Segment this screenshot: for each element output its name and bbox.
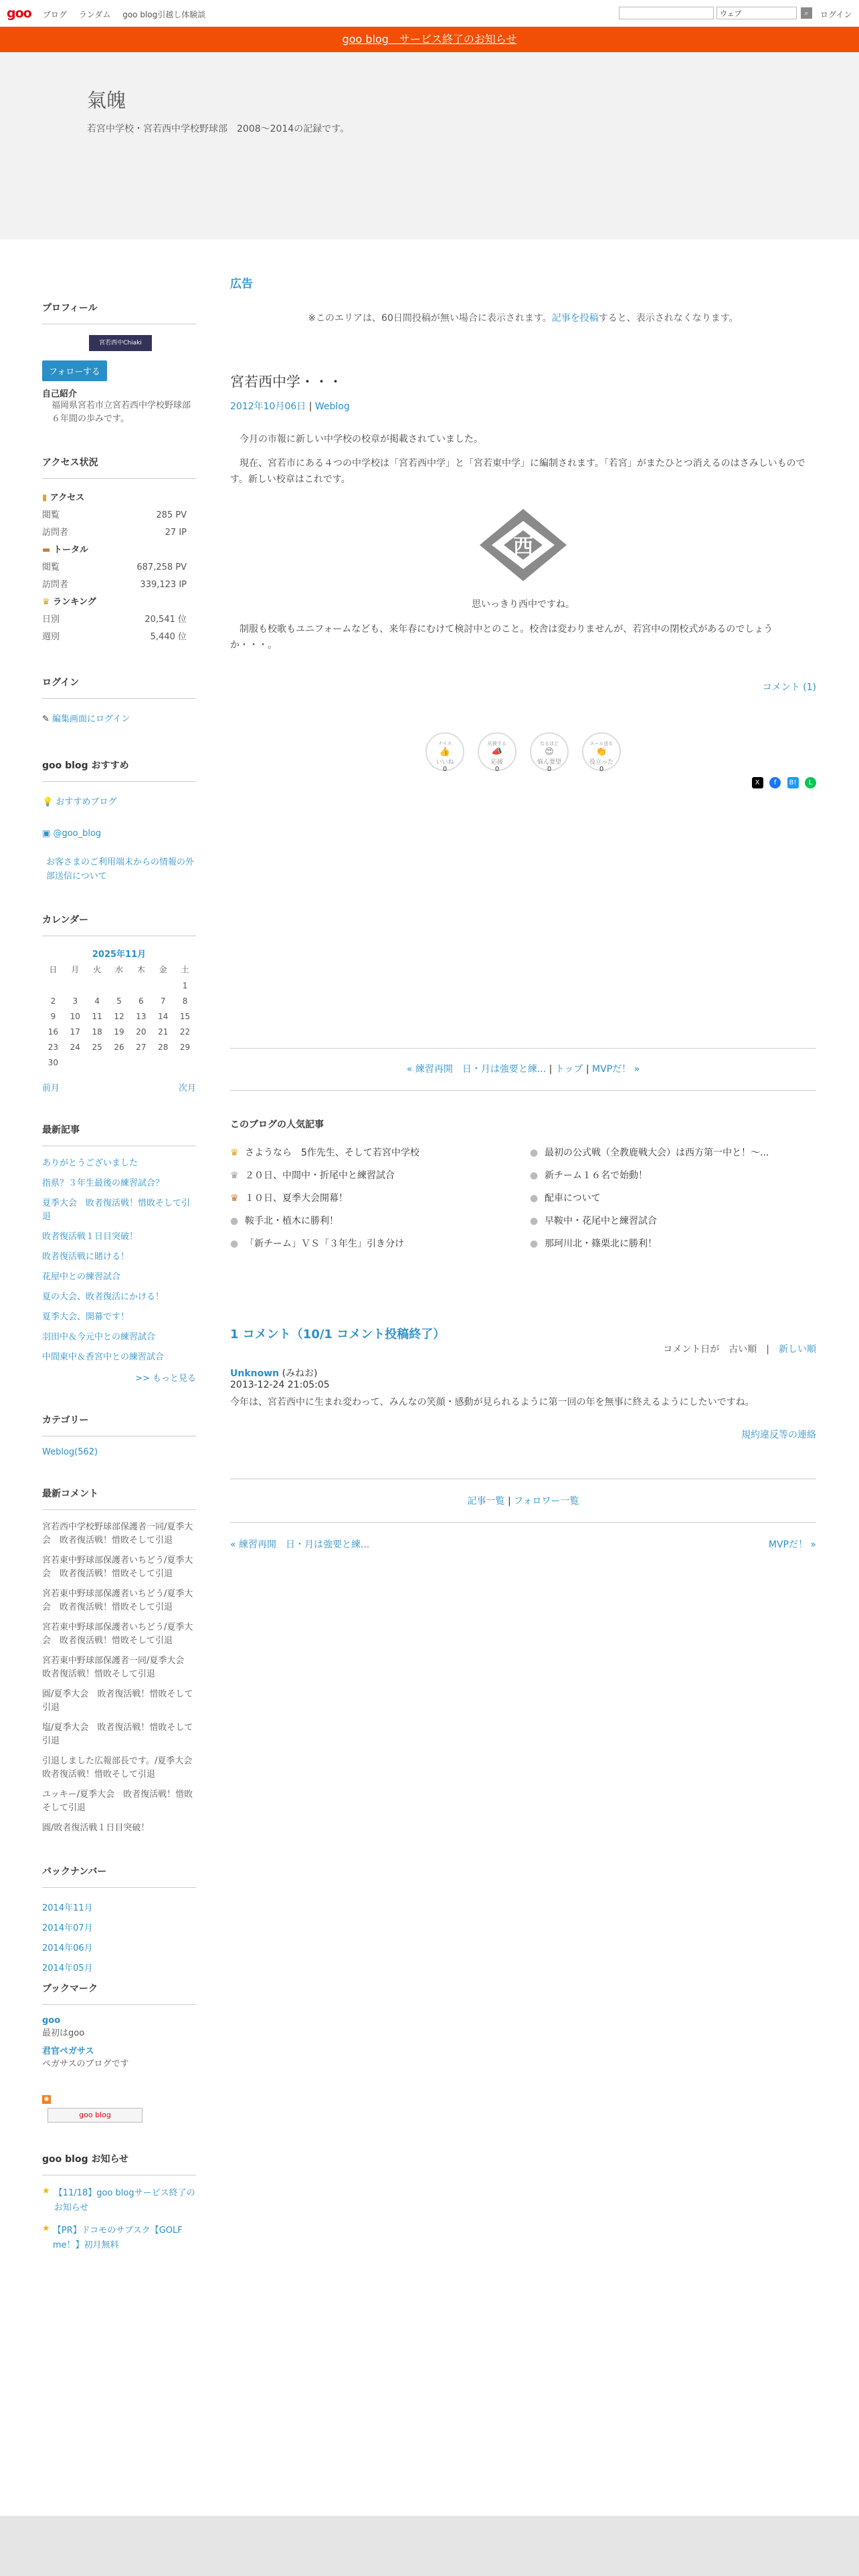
recent-comment-item[interactable]: 宮若東中野球部保護者いちどう/夏季大会 敗者復活戦！惜敗そして引退 (42, 1555, 193, 1579)
goo-news-section (42, 2152, 196, 2253)
circle-icon: ● (530, 1193, 539, 1204)
login-heading: ログイン (42, 675, 196, 699)
ranking-label: ♛ ランキング (42, 597, 96, 607)
popular-article-item[interactable] (230, 1191, 516, 1204)
calendar-day: 7 (160, 996, 166, 1006)
popular-article-title: 「新チーム」ＶＳ「３年生」引き分け (245, 1239, 404, 1249)
bookmark-section (42, 1981, 196, 2123)
circle-icon: ● (230, 1239, 239, 1249)
backnumber-link[interactable]: 2014年06月 (42, 1943, 93, 1953)
calendar-day: 29 (179, 1043, 191, 1052)
profile-image[interactable]: 宮若西中Chiaki (89, 335, 152, 351)
emblem-caption: 思いっきり西中ですね。 (472, 599, 575, 610)
school-emblem-image (230, 504, 816, 586)
ranking-row: 日別 20,541 位 (42, 615, 187, 625)
access-section (42, 455, 196, 646)
reaction-label: 応援 (490, 759, 503, 766)
access-today-label: ▮ アクセス (42, 493, 85, 503)
popular-article-title: 鞍手北・植木に勝利！ (245, 1216, 339, 1226)
recent-post-link[interactable]: 敗者復活戦に賭ける！ (42, 1252, 130, 1262)
recent-post-link[interactable]: 夏の大会、敗者復活にかける！ (42, 1292, 165, 1302)
popular-article-title: 那珂川北・篠栗北に勝利！ (545, 1239, 657, 1249)
top-link[interactable]: トップ (555, 1064, 583, 1075)
popular-article-item[interactable] (230, 1214, 516, 1227)
bottom-nav: 記事一覧 | フォロワー一覧 (230, 1479, 816, 1523)
calendar-day (64, 1058, 86, 1067)
article-paragraph: 現在、宮若市にある４つの中学校は「宮若西中学」と「宮若東中学」に編制されます。「若宮」がまたひとつ消えるのはさみしいものです。新しい校章はこれです。 (230, 458, 805, 485)
profile-section (42, 301, 196, 426)
popular-article-title: １０日、夏季大会開幕！ (245, 1193, 348, 1204)
calendar-day: 16 (47, 1027, 59, 1037)
calendar-weekday: 水 (114, 965, 123, 974)
recent-comment-item[interactable]: 宮若東中野球部保護者いちどう/夏季大会 敗者復活戦！惜敗そして引退 (42, 1589, 193, 1612)
bar-chart-icon: ▮ (42, 493, 47, 503)
calendar-day: 22 (179, 1027, 191, 1037)
reaction-buttons (230, 732, 816, 771)
calendar-day: 5 (116, 996, 122, 1006)
recent-post-link[interactable]: ありがとうございました (42, 1158, 138, 1168)
calendar-day: 6 (138, 996, 144, 1006)
goo-blog-x-link[interactable]: @goo_blog (53, 829, 102, 839)
crown-icon: ♛ (230, 1193, 239, 1204)
recent-comments-section (42, 1487, 201, 1835)
prev-article-link[interactable]: « 練習再開 日・月は強要と練... (230, 1539, 370, 1550)
calendar-day: 23 (47, 1043, 59, 1052)
category-heading: カテゴリー (42, 1413, 196, 1436)
recent-posts-list (42, 1157, 196, 1364)
calendar-day (42, 981, 64, 990)
recent-comment-item[interactable]: 宮若東中野球部保護者一同/夏季大会 敗者復活戦！惜敗そして引退 (42, 1656, 193, 1679)
calendar-next-link[interactable]: 次月 (178, 1083, 196, 1093)
calendar-day: 4 (94, 996, 100, 1006)
goo-blog-badge[interactable]: goo blog (47, 2108, 142, 2123)
x-logo-icon: ▣ (42, 829, 51, 839)
calendar-day: 17 (70, 1027, 80, 1037)
bookmark-link[interactable]: 君官ペガサス (42, 2046, 94, 2056)
calendar-day: 13 (136, 1012, 147, 1021)
star-icon: ★ (42, 2224, 50, 2234)
reaction-icon: 👏 (595, 747, 607, 757)
blog-header (0, 52, 859, 239)
calendar-grid (42, 964, 196, 1067)
calendar-day (152, 981, 174, 990)
ranking-row: 週別 5,440 位 (42, 632, 187, 642)
total-icon: ▬ (42, 545, 51, 555)
calendar-day: 11 (92, 1012, 102, 1021)
star-icon: ★ (42, 2186, 50, 2196)
reaction-count: 0 (547, 766, 552, 773)
article-category[interactable]: Weblog (314, 401, 350, 412)
calendar-weekday: 月 (71, 965, 80, 974)
reaction-top-label: なるほど (540, 741, 559, 746)
access-row: 訪問者 27 IP (42, 528, 187, 538)
article-title[interactable]: 宮若西中学・・・ (230, 374, 343, 390)
popular-heading: このブログの人気記事 (230, 1119, 324, 1130)
calendar-day: 3 (72, 996, 78, 1006)
follower-list-link[interactable]: フォロワー一覧 (514, 1496, 579, 1507)
comment-body: 今年は、宮若西中に生まれ変わって、みんなの笑顔・感動が見られるように第一回の年を無事に終えるようにしたいですね。 (230, 1397, 755, 1408)
top-links (43, 9, 215, 20)
backnumber-heading: バックナンバー (42, 1864, 196, 1888)
more-posts-link[interactable]: >> もっと見る (135, 1374, 196, 1384)
recent-posts-heading: 最新記事 (42, 1123, 196, 1146)
bookmark-desc: 最初はgoo (42, 2028, 85, 2038)
reaction-label: 悩ん要望 (537, 759, 561, 766)
calendar-day (130, 1058, 152, 1067)
report-violation-link[interactable]: 規約違反等の連絡 (741, 1430, 816, 1440)
bookmark-link[interactable]: goo (42, 2016, 61, 2026)
emblem-character: 西 (513, 535, 533, 558)
popular-article-item[interactable] (530, 1191, 816, 1204)
sidebar (42, 301, 201, 2282)
calendar-day (152, 1058, 174, 1067)
backnumber-link[interactable]: 2014年11月 (42, 1903, 93, 1913)
top-link-migration[interactable]: goo blog引越し体験談 (122, 10, 206, 19)
access-heading: アクセス状況 (42, 455, 196, 479)
calendar-weekday: 火 (93, 965, 102, 974)
popular-article-item[interactable] (230, 1237, 516, 1250)
calendar-day: 15 (179, 1012, 191, 1021)
calendar-day: 25 (92, 1043, 102, 1052)
circle-icon: ● (530, 1148, 539, 1158)
calendar-day: 27 (136, 1043, 147, 1052)
main-content (230, 274, 816, 1551)
backnumber-list (42, 1899, 196, 1973)
calendar-prev-link[interactable]: 前月 (42, 1083, 60, 1093)
reaction-icon: 📣 (491, 747, 503, 757)
reaction-button[interactable] (582, 732, 621, 771)
goo-news-link[interactable]: 【PR】ドコモのサブスク【GOLF me！】初月無料 (52, 2226, 183, 2250)
reaction-icon: 😍 (545, 747, 554, 757)
top-bar (0, 0, 859, 27)
popular-article-item[interactable] (530, 1168, 816, 1182)
prev-next-nav (230, 1537, 816, 1551)
rss-icon[interactable]: ◉ (42, 2093, 196, 2104)
post-article-link[interactable]: 記事を投稿 (551, 313, 599, 324)
article-meta: 2012年10月06日 | Weblog (230, 401, 350, 412)
popular-article-title: さようなら 5作先生、そして若宮中学校 (245, 1148, 419, 1158)
calendar-day: 1 (182, 981, 188, 990)
facebook-share-icon[interactable]: f (769, 777, 781, 788)
pencil-icon: ✎ (42, 714, 50, 724)
next-article-link[interactable]: MVPだ！ » (592, 1064, 640, 1075)
popular-article-item[interactable] (530, 1146, 816, 1159)
comment-count-link[interactable]: コメント (1) (762, 682, 816, 693)
popular-article-item[interactable] (230, 1146, 516, 1159)
calendar-day (86, 1058, 108, 1067)
service-end-notice-bar (0, 27, 859, 52)
popular-article-title: 早鞍中・花尾中と練習試合 (545, 1216, 657, 1226)
recent-comments-list (42, 1521, 201, 1835)
recommend-section (42, 758, 196, 883)
reaction-top-label: ナイス (438, 741, 452, 746)
goo-news-heading: goo blog お知らせ (42, 2152, 196, 2175)
edit-login-link[interactable]: 編集画面にログイン (52, 714, 130, 724)
access-total-label: ▬ トータル (42, 545, 88, 555)
recent-comment-item[interactable]: 塩/夏季大会 敗者復活戦！惜敗そして引退 (42, 1723, 193, 1746)
recent-comment-item[interactable]: 圓/夏季大会 敗者復活戦！惜敗そして引退 (42, 1689, 193, 1713)
recent-comment-item[interactable]: ユッキー/夏季大会 敗者復活戦！惜敗そして引退 (42, 1790, 193, 1813)
recent-post-link[interactable]: 中間東中＆香宮中との練習試合 (42, 1352, 165, 1362)
calendar-day: 12 (114, 1012, 124, 1021)
order-old[interactable]: 古い順 (729, 1344, 757, 1355)
calendar-day: 19 (114, 1027, 124, 1037)
calendar-day (64, 981, 86, 990)
calendar-day (108, 981, 130, 990)
article-list-link[interactable]: 記事一覧 (467, 1496, 505, 1507)
recent-post-link[interactable]: 羽田中＆今元中との練習試合 (42, 1332, 156, 1342)
share-buttons (230, 776, 816, 788)
bookmark-heading: ブックマーク (42, 1981, 196, 2005)
calendar-day: 26 (114, 1043, 124, 1052)
calendar-day: 10 (70, 1012, 80, 1021)
calendar-weekday: 金 (159, 965, 167, 974)
blog-title[interactable]: 氣魄 (87, 89, 126, 112)
calendar-weekday: 木 (136, 965, 145, 974)
x-share-icon[interactable]: X (752, 777, 763, 788)
reaction-button[interactable] (425, 732, 464, 771)
top-login-link[interactable]: ログイン (820, 10, 852, 19)
comment-date: 2013-12-24 21:05:05 (230, 1380, 330, 1390)
circle-icon: ● (230, 1216, 239, 1226)
calendar-section (42, 913, 196, 1093)
service-end-notice-link[interactable]: goo blog サービス終了のお知らせ (342, 33, 517, 45)
recent-comment-item[interactable]: 宮若東中野球部保護者いちどう/夏季大会 敗者復活戦！惜敗そして引退 (42, 1622, 193, 1646)
recent-post-link[interactable]: 夏季大会、開幕です！ (42, 1312, 130, 1322)
circle-icon: ● (530, 1216, 539, 1226)
calendar-day: 21 (158, 1027, 169, 1037)
recent-posts-section (42, 1123, 196, 1384)
calendar-day: 24 (70, 1043, 80, 1052)
reaction-count: 0 (442, 766, 448, 773)
calendar-weekday: 日 (49, 965, 58, 974)
top-search-input[interactable] (619, 7, 714, 19)
reaction-count: 0 (599, 766, 604, 773)
reaction-count: 0 (494, 766, 500, 773)
calendar-day (108, 1058, 130, 1067)
popular-article-title: 新チーム１６名で始動！ (545, 1170, 648, 1181)
calendar-day: 2 (50, 996, 56, 1006)
reaction-top-label: 応援する (488, 741, 506, 746)
profile-heading: プロフィール (42, 301, 196, 324)
blog-description: 若宮中学校・宮若西中学校野球部 2008～2014の記録です。 (87, 124, 350, 134)
search-button[interactable] (801, 7, 812, 19)
calendar-day (174, 1058, 196, 1067)
recent-comments-heading: 最新コメント (42, 1487, 196, 1510)
calendar-day: 30 (47, 1058, 59, 1067)
calendar-month: 2025年11月 (92, 950, 147, 960)
comment-author: Unknown (みねお) (230, 1368, 318, 1379)
category-section (42, 1413, 196, 1457)
recommend-blog-link[interactable]: おすすめブログ (56, 797, 117, 807)
calendar-day: 20 (136, 1027, 147, 1037)
reaction-button[interactable] (530, 732, 569, 771)
comment-author-name[interactable]: Unknown (230, 1368, 280, 1379)
calendar-day: 18 (92, 1027, 102, 1037)
calendar-heading: カレンダー (42, 913, 196, 936)
next-article-link[interactable]: MVPだ！ » (768, 1539, 816, 1550)
access-row: 閲覧 687,258 PV (42, 562, 187, 572)
recent-post-link[interactable]: 夏季大会 敗者復活戦！惜敗そして引退 (42, 1198, 191, 1222)
popular-article-title: ２０日、中間中・折尾中と練習試合 (245, 1170, 395, 1181)
search-icon: ⌕ (804, 9, 809, 17)
profile-intro-text: 福岡県宮若市立宮若西中学校野球部６年間の歩みです。 (52, 401, 191, 424)
order-new-link[interactable]: 新しい順 (779, 1344, 816, 1355)
calendar-weekday: 土 (181, 965, 189, 974)
article-paragraph: 今月の市報に新しい中学校の校章が掲載されていました。 (240, 434, 483, 445)
backnumber-link[interactable]: 2014年05月 (42, 1963, 93, 1973)
profile-intro-label: 自己紹介 (42, 389, 78, 399)
popular-article-item[interactable] (530, 1237, 816, 1250)
reaction-icon: 👍 (439, 747, 451, 757)
top-link-blog[interactable]: ブログ (43, 10, 68, 19)
calendar-day: 28 (158, 1043, 169, 1052)
reaction-label: いいね (436, 759, 454, 766)
calendar-day: 8 (182, 996, 188, 1006)
calendar-day: 9 (50, 1012, 56, 1021)
popular-article-title: 配車について (545, 1193, 601, 1204)
calendar-day (86, 981, 108, 990)
login-section (42, 675, 196, 729)
article-date[interactable]: 2012年10月06日 (230, 401, 306, 412)
goo-logo[interactable]: goo (7, 6, 31, 21)
lightbulb-icon: 💡 (42, 797, 54, 807)
comment-order: コメント日が 古い順 | 新しい順 (663, 1344, 816, 1355)
recent-comment-item[interactable]: 圓/敗者復活戦１日目突破！ (42, 1823, 150, 1833)
comments-heading: 1 コメント（10/1 コメント投稿終了） (230, 1327, 446, 1341)
crown-icon: ♛ (230, 1148, 239, 1158)
access-row: 訪問者 339,123 IP (42, 580, 187, 590)
calendar-day: 14 (158, 1012, 169, 1021)
access-row: 閲覧 285 PV (42, 510, 187, 520)
ad-notice: ※このエリアは、60日間投稿が無い場合に表示されます。記事を投稿すると、表示されなくなります。 (308, 313, 739, 324)
article-paragraph: 制服も校歌もユニフォームなども、来年春にむけて検討中とのこと。校舎は変わりませんが、若宮中の閉校式があるのでしょうか・・・。 (230, 624, 773, 651)
reaction-label: 役立った (589, 759, 613, 766)
calendar-day (130, 981, 152, 990)
recommend-heading: goo blog おすすめ (42, 758, 196, 782)
recent-comment-item[interactable]: 引退しました広報部長です。/夏季大会 敗者復活戦！惜敗そして引退 (42, 1756, 201, 1780)
goo-news-link[interactable]: 【11/18】goo blogサービス終了のお知らせ (54, 2188, 195, 2213)
line-share-icon[interactable]: L (805, 777, 816, 788)
recent-post-link[interactable]: 花屋中との練習試合 (42, 1272, 121, 1282)
backnumber-link[interactable]: 2014年07月 (42, 1923, 93, 1933)
crown-icon: ♛ (230, 1170, 239, 1181)
bookmark-desc: ペガサスのブログです (42, 2059, 129, 2069)
external-transmission-link[interactable]: お客さまのご利用端末からの情報の外部送信について (46, 857, 195, 881)
reaction-top-label: エール送る (589, 741, 613, 746)
popular-article-item[interactable] (530, 1214, 816, 1227)
article-nav: « 練習再開 日・月は強要と練... | トップ | MVPだ！ » (230, 1048, 816, 1091)
follow-button[interactable]: フォローする (42, 360, 107, 381)
crown-icon: ♛ (42, 597, 50, 607)
recent-post-link[interactable]: 敗者復活戦１日目突破！ (42, 1232, 138, 1242)
prev-article-link[interactable]: « 練習再開 日・月は強要と練... (406, 1064, 547, 1075)
backnumber-section (42, 1864, 196, 1973)
popular-article-title: 最初の公式戦（全教鹿戦大会）は西方第一中と！～... (545, 1148, 769, 1158)
circle-icon: ● (530, 1239, 539, 1249)
recent-post-link[interactable]: 指県？３年生最後の練習試合？ (42, 1178, 165, 1188)
top-link-random[interactable]: ランダム (78, 10, 111, 19)
reaction-button[interactable] (478, 732, 516, 771)
ad-heading: 広告 (230, 278, 253, 291)
recent-comment-item[interactable]: 宮若西中学校野球部保護者一同/夏季大会 敗者復活戦！惜敗そして引退 (42, 1522, 193, 1545)
category-link[interactable]: Weblog(562) (42, 1447, 98, 1457)
popular-article-item[interactable] (230, 1168, 516, 1182)
footer (0, 2516, 859, 2576)
popular-articles (230, 1146, 816, 1250)
circle-icon: ● (530, 1170, 539, 1181)
search-scope-select[interactable]: ウェブ (717, 7, 797, 19)
hatena-share-icon[interactable]: B! (787, 777, 799, 788)
